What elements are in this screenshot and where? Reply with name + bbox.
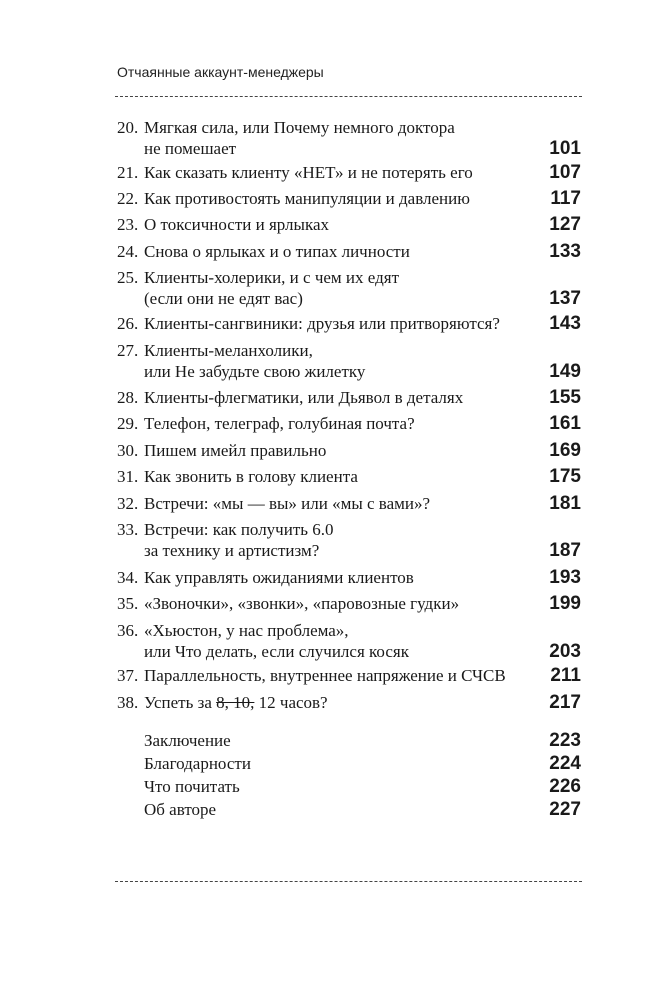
entry-number: 23. bbox=[117, 215, 139, 234]
entry-title: Клиенты-сангвиники: друзья или притворяются? bbox=[144, 314, 500, 333]
entry-number: 37. bbox=[117, 666, 139, 685]
running-head: Отчаянные аккаунт-менеджеры bbox=[117, 64, 324, 80]
entry-title: «Звоночки», «звонки», «паровозные гудки» bbox=[144, 594, 460, 613]
entry-number: 33. bbox=[117, 520, 139, 539]
entry-page-number: 227 bbox=[549, 799, 581, 820]
entry-number: 38. bbox=[117, 693, 139, 712]
entry-title: Параллельность, внутреннее напряжение и СЧСВ bbox=[144, 666, 506, 685]
entry-title: Что почитать bbox=[144, 777, 240, 796]
entry-title: Мягкая сила, или Почему немного доктора не помешает bbox=[144, 118, 455, 158]
entry-number: 26. bbox=[117, 314, 139, 333]
entry-page-number: 217 bbox=[549, 692, 581, 713]
entry-title: Клиенты-флегматики, или Дьявол в деталях bbox=[144, 388, 464, 407]
entry-title: Как звонить в голову клиента bbox=[144, 467, 358, 486]
entry-number: 25. bbox=[117, 268, 139, 287]
entry-title: Благодарности bbox=[144, 754, 251, 773]
entry-title: Клиенты-холерики, и с чем их едят (если они не едят вас) bbox=[144, 268, 399, 308]
entry-number: 34. bbox=[117, 568, 139, 587]
entry-number: 24. bbox=[117, 242, 139, 261]
entry-page-number: 149 bbox=[549, 361, 581, 382]
entry-number: 20. bbox=[117, 118, 139, 137]
top-dashed-divider bbox=[115, 96, 582, 97]
struck-hours: 8, 10, bbox=[216, 693, 255, 712]
entry-page-number: 127 bbox=[549, 214, 581, 235]
entry-title: Как управлять ожиданиями клиентов bbox=[144, 568, 414, 587]
entry-page-number: 137 bbox=[549, 288, 581, 309]
entry-page-number: 187 bbox=[549, 540, 581, 561]
entry-title: Клиенты-меланхолики, или Не забудьте свою жилетку bbox=[144, 341, 366, 381]
entry-page-number: 133 bbox=[549, 241, 581, 262]
entry-page-number: 224 bbox=[549, 753, 581, 774]
entry-title: Встречи: «мы — вы» или «мы с вами»? bbox=[144, 494, 431, 513]
entry-title: Пишем имейл правильно bbox=[144, 441, 327, 460]
entry-title: Телефон, телеграф, голубиная почта? bbox=[144, 414, 415, 433]
entry-page-number: 175 bbox=[549, 466, 581, 487]
entry-title: Снова о ярлыках и о типах личности bbox=[144, 242, 410, 261]
entry-page-number: 161 bbox=[549, 413, 581, 434]
entry-page-number: 193 bbox=[549, 567, 581, 588]
entry-number: 27. bbox=[117, 341, 139, 360]
entry-title: Как сказать клиенту «НЕТ» и не потерять его bbox=[144, 163, 473, 182]
entry-number: 31. bbox=[117, 467, 139, 486]
entry-title: Об авторе bbox=[144, 800, 217, 819]
entry-number: 22. bbox=[117, 189, 139, 208]
entry-title: Как противостоять манипуляции и давлению bbox=[144, 189, 470, 208]
entry-title: «Хьюстон, у нас проблема», или Что делать, если случился косяк bbox=[144, 621, 409, 661]
entry-page-number: 169 bbox=[549, 440, 581, 461]
entry-page-number: 155 bbox=[549, 387, 581, 408]
entry-page-number: 203 bbox=[549, 641, 581, 662]
bottom-dashed-divider bbox=[115, 881, 582, 882]
entry-number: 35. bbox=[117, 594, 139, 613]
title-suffix: 12 часов? bbox=[254, 693, 328, 712]
entry-page-number: 143 bbox=[549, 313, 581, 334]
entry-page-number: 117 bbox=[550, 188, 581, 209]
entry-page-number: 199 bbox=[549, 593, 581, 614]
entry-page-number: 211 bbox=[550, 665, 581, 686]
entry-title: Заключение bbox=[144, 731, 231, 750]
entry-title bbox=[144, 692, 544, 713]
entry-number: 32. bbox=[117, 494, 139, 513]
entry-page-number: 223 bbox=[549, 730, 581, 751]
entry-number: 21. bbox=[117, 163, 139, 182]
entry-title: О токсичности и ярлыках bbox=[144, 215, 329, 234]
entry-page-number: 101 bbox=[549, 138, 581, 159]
title-prefix: Успеть за bbox=[144, 693, 217, 712]
entry-number: 30. bbox=[117, 441, 139, 460]
entry-page-number: 226 bbox=[549, 776, 581, 797]
entry-number: 36. bbox=[117, 621, 139, 640]
entry-page-number: 181 bbox=[549, 493, 581, 514]
entry-title: Встречи: как получить 6.0 за технику и артистизм? bbox=[144, 520, 334, 560]
entry-page-number: 107 bbox=[549, 162, 581, 183]
entry-number: 28. bbox=[117, 388, 139, 407]
entry-number: 29. bbox=[117, 414, 139, 433]
